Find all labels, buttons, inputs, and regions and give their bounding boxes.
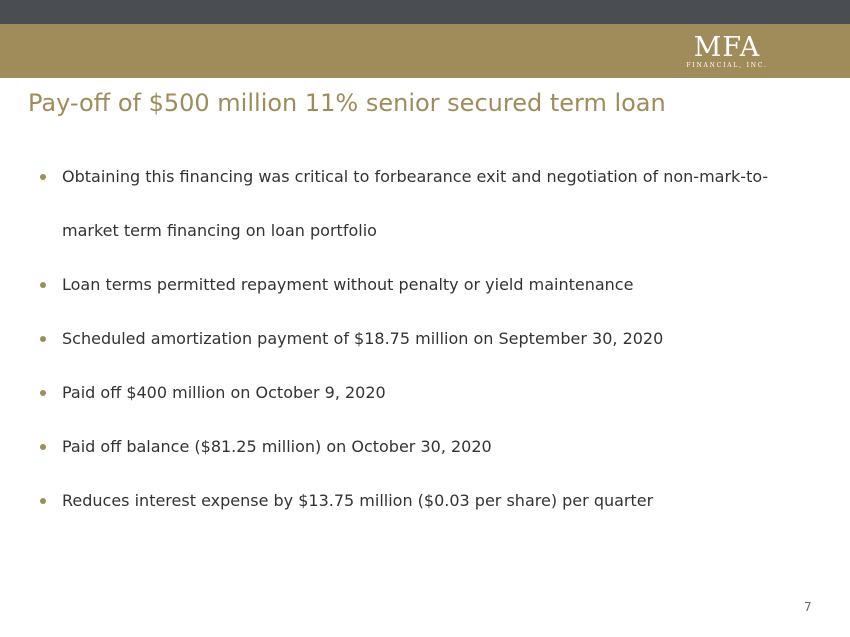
- mfa-logo: [682, 33, 772, 73]
- bullet-item-financing: Obtaining this financing was critical to forbearance exit and negotiation of non-mark-to-market term financing on loan portfolio: [34, 150, 824, 258]
- bullet-item-amortization: Scheduled amortization payment of $18.75 million on September 30, 2020: [34, 312, 824, 366]
- bullet-item-interest-expense: Reduces interest expense by $13.75 million ($0.03 per share) per quarter: [34, 474, 824, 528]
- slide-title: Pay-off of $500 million 11% senior secured term loan: [28, 89, 666, 117]
- bullet-item-paid-400m: Paid off $400 million on October 9, 2020: [34, 366, 824, 420]
- bullet-item-loan-terms: Loan terms permitted repayment without penalty or yield maintenance: [34, 258, 824, 312]
- bullet-item-paid-balance: Paid off balance ($81.25 million) on October 30, 2020: [34, 420, 824, 474]
- bullet-list: [34, 150, 824, 528]
- logo-subtitle: FINANCIAL, INC.: [686, 62, 768, 69]
- logo-mark: MFA: [693, 32, 761, 63]
- page-number: 7: [804, 600, 812, 614]
- top-bar: [0, 0, 850, 24]
